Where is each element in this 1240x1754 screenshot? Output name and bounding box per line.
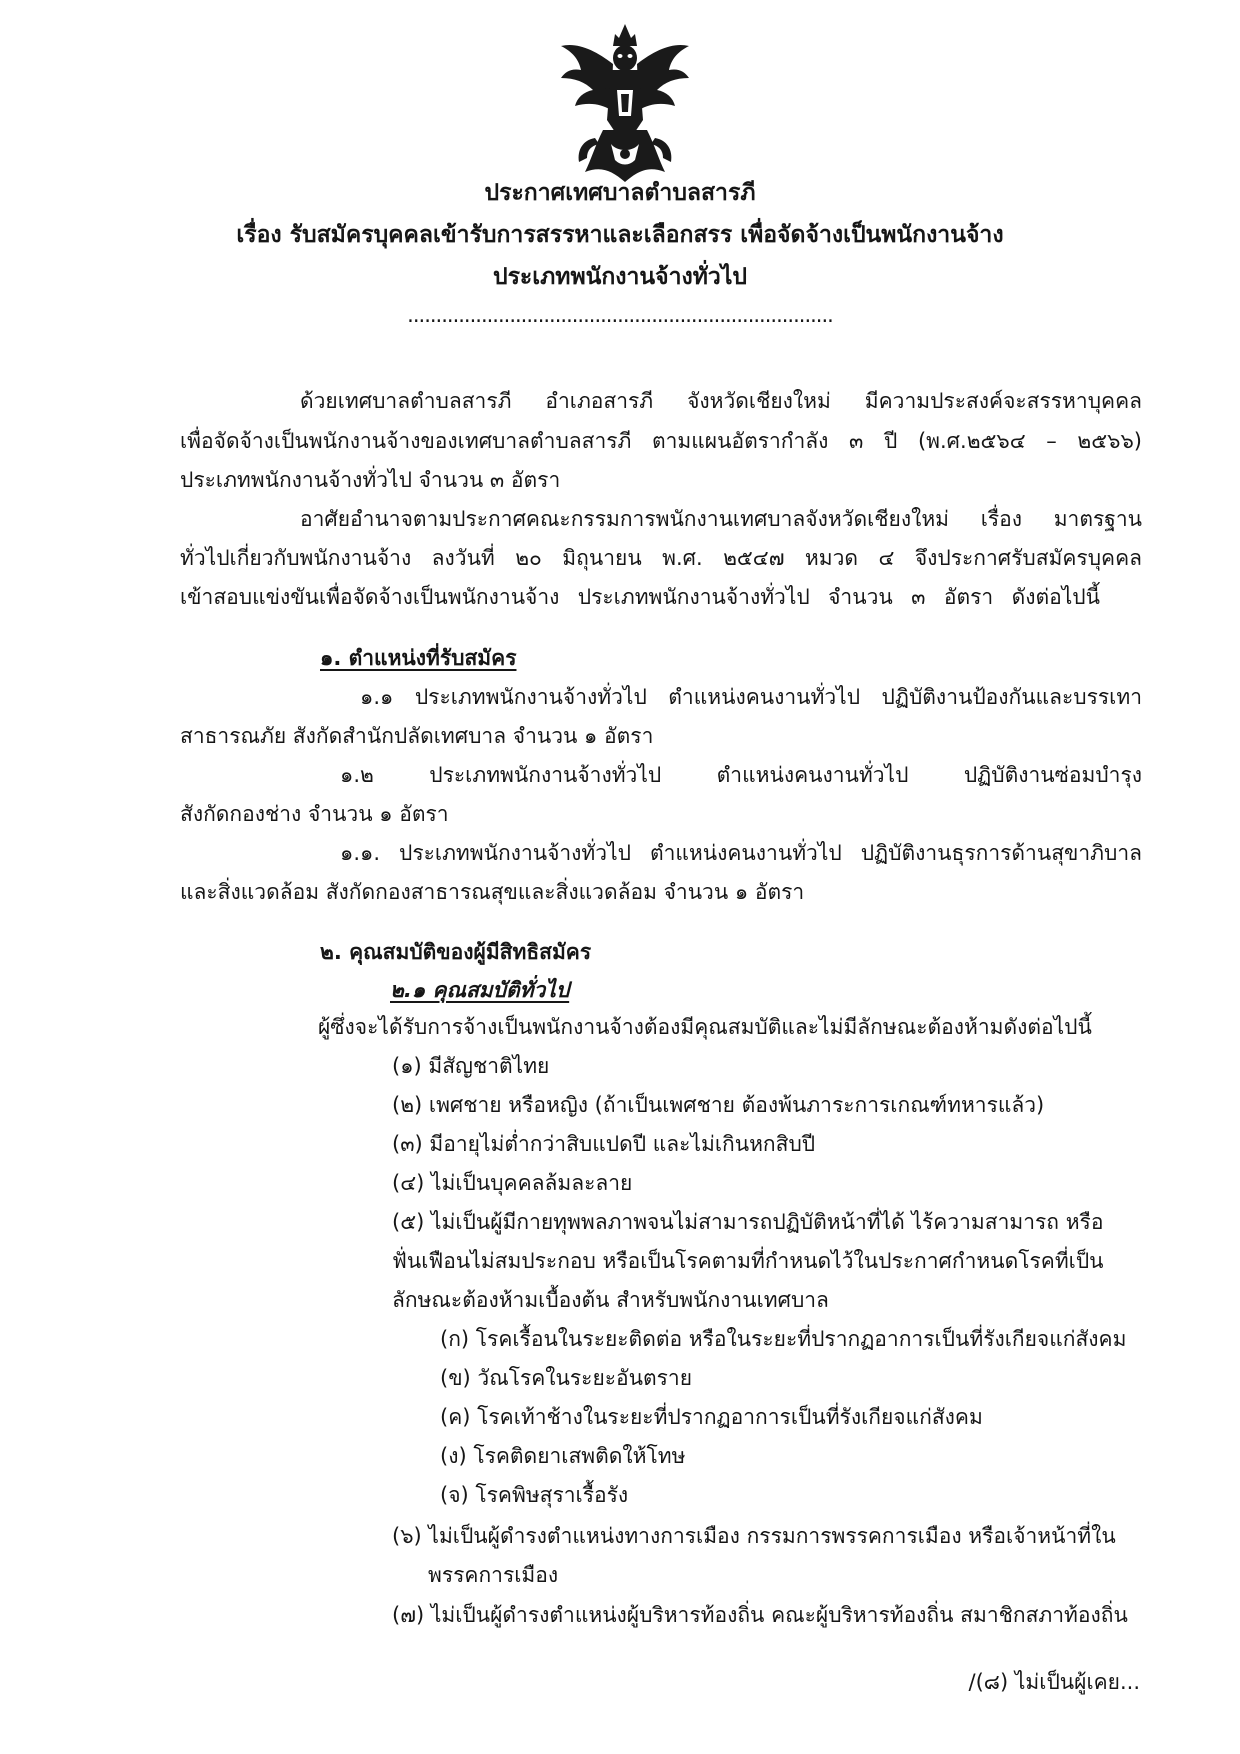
qualification-item-6-line: (๖) ไม่เป็นผู้ดำรงตำแหน่งทางการเมือง กรรมการพรรคการเมือง หรือเจ้าหน้าที่ใน [392,1524,1116,1548]
section-2-1-heading: ๒.๑ คุณสมบัติทั่วไป [390,978,570,1002]
intro-paragraph-2-line: เข้าสอบแข่งขันเพื่อจัดจ้างเป็นพนักงานจ้าง ประเภทพนักงานจ้างทั่วไป จำนวน ๓ อัตรา ดังต่อไปนี้ [180,585,1100,609]
intro-paragraph-1-line: ด้วยเทศบาลตำบลสารภี อำเภอสารภี จังหวัดเชียงใหม่ มีความประสงค์จะสรรหาบุคคล [300,389,1142,413]
document-subject-continued: ประเภทพนักงานจ้างทั่วไป [492,264,748,290]
intro-paragraph-2-line: ทั่วไปเกี่ยวกับพนักงานจ้าง ลงวันที่ ๒๐ มิถุนายน พ.ศ. ๒๕๔๗ หมวด ๔ จึงประกาศรับสมัครบุคคล [180,546,1142,570]
intro-paragraph-2-line: อาศัยอำนาจตามประกาศคณะกรรมการพนักงานเทศบาลจังหวัดเชียงใหม่ เรื่อง มาตรฐาน [300,507,1142,531]
section-2-heading: ๒. คุณสมบัติของผู้มีสิทธิสมัคร [320,940,592,964]
position-item-line: สังกัดกองช่าง จำนวน ๑ อัตรา [180,802,449,826]
position-item-line: และสิ่งแวดล้อม สังกัดกองสาธารณสุขและสิ่งแวดล้อม จำนวน ๑ อัตรา [180,880,805,904]
disease-item: (ค) โรคเท้าช้างในระยะที่ปรากฏอาการเป็นที่รังเกียจแก่สังคม [440,1405,983,1429]
position-item-line: ๑.๑ ประเภทพนักงานจ้างทั่วไป ตำแหน่งคนงานทั่วไป ปฏิบัติงานป้องกันและบรรเทา [360,685,1142,709]
qualification-item-5-line: ลักษณะต้องห้ามเบื้องต้น สำหรับพนักงานเทศบาล [392,1288,829,1312]
disease-item: (จ) โรคพิษสุราเรื้อรัง [440,1483,629,1507]
position-item-line: ๑.๒ ประเภทพนักงานจ้างทั่วไป ตำแหน่งคนงานทั่วไป ปฏิบัติงานซ่อมบำรุง [340,763,1142,787]
intro-paragraph-1-line: เพื่อจัดจ้างเป็นพนักงานจ้างของเทศบาลตำบลสารภี ตามแผนอัตรากำลัง ๓ ปี (พ.ศ.๒๕๖๔ – ๒๕๖๖) [180,429,1142,453]
qualification-item: (๓) มีอายุไม่ต่ำกว่าสิบแปดปี และไม่เกินหกสิบปี [392,1132,816,1156]
qualification-item-7: (๗) ไม่เป็นผู้ดำรงตำแหน่งผู้บริหารท้องถิ่น คณะผู้บริหารท้องถิ่น สมาชิกสภาท้องถิ่น [392,1603,1128,1627]
qualification-item: (๑) มีสัญชาติไทย [392,1054,550,1078]
disease-item: (ง) โรคติดยาเสพติดให้โทษ [440,1444,686,1468]
position-item-line: ๑.๑. ประเภทพนักงานจ้างทั่วไป ตำแหน่งคนงานทั่วไป ปฏิบัติงานธุรการด้านสุขาภิบาล [340,841,1142,865]
qualification-item-5-line: (๕) ไม่เป็นผู้มีกายทุพพลภาพจนไม่สามารถปฏิบัติหน้าที่ได้ ไร้ความสามารถ หรือ [392,1210,1104,1234]
continuation-note: /(๘) ไม่เป็นผู้เคย... [968,1670,1140,1694]
qualification-item: (๔) ไม่เป็นบุคคลล้มละลาย [392,1171,633,1195]
document-title: ประกาศเทศบาลตำบลสารภี [484,180,756,206]
position-item-line: สาธารณภัย สังกัดสำนักปลัดเทศบาล จำนวน ๑ อัตรา [180,724,654,748]
disease-item: (ข) วัณโรคในระยะอันตราย [440,1366,693,1390]
document-subject: เรื่อง รับสมัครบุคคลเข้ารับการสรรหาและเลือกสรร เพื่อจัดจ้างเป็นพนักงานจ้าง [236,222,1004,248]
section-2-lead: ผู้ซึ่งจะได้รับการจ้างเป็นพนักงานจ้างต้องมีคุณสมบัติและไม่มีลักษณะต้องห้ามดังต่อไปนี้ [318,1015,1092,1039]
garuda-emblem [555,20,695,190]
qualification-item: (๒) เพศชาย หรือหญิง (ถ้าเป็นเพศชาย ต้องพ้นภาระการเกณฑ์ทหารแล้ว) [392,1093,1045,1117]
intro-paragraph-1-line: ประเภทพนักงานจ้างทั่วไป จำนวน ๓ อัตรา [180,468,561,492]
disease-item: (ก) โรคเรื้อนในระยะติดต่อ หรือในระยะที่ปรากฏอาการเป็นที่รังเกียจแก่สังคม [440,1327,1127,1351]
header-divider: ........................................................................... [407,303,833,327]
qualification-item-6-line: พรรคการเมือง [428,1563,559,1587]
qualification-item-5-line: ฟั่นเฟือนไม่สมประกอบ หรือเป็นโรคตามที่กำหนดไว้ในประกาศกำหนดโรคที่เป็น [392,1249,1104,1273]
section-1-heading: ๑. ตำแหน่งที่รับสมัคร [320,646,517,670]
